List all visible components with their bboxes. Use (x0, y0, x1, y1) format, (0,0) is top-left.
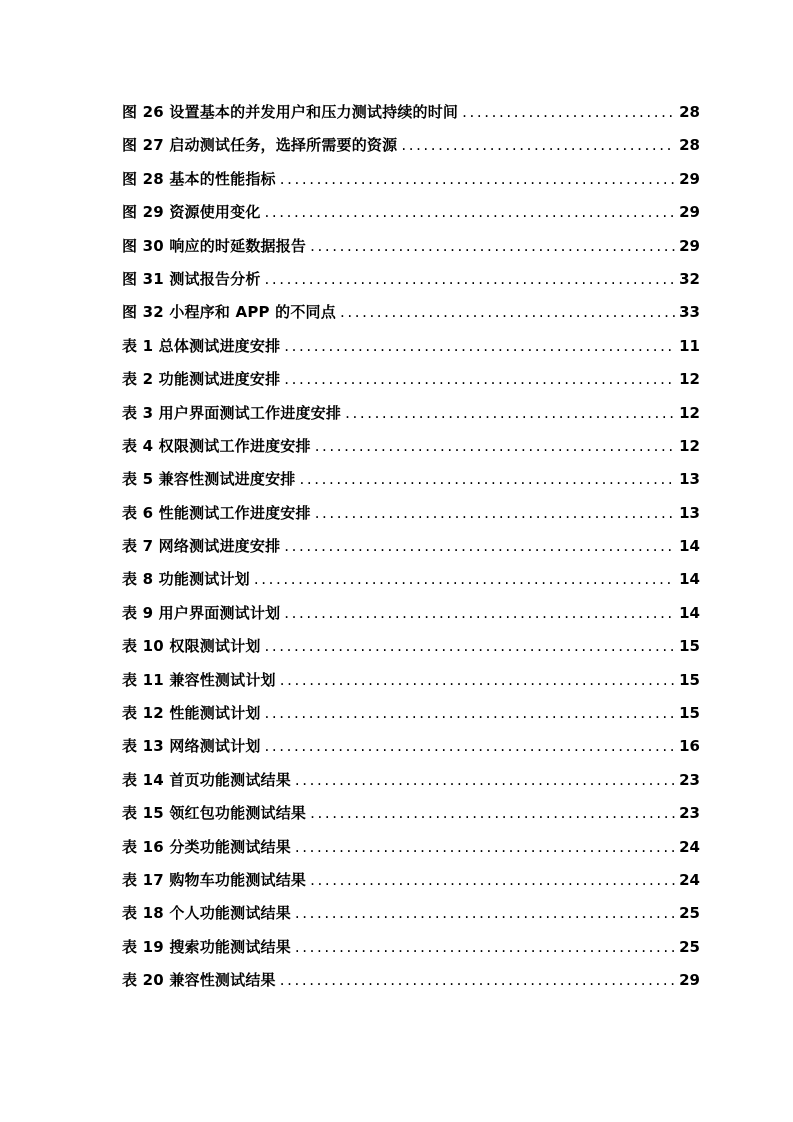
toc-entry-page-number: 29 (679, 203, 700, 222)
toc-entry-page-number: 15 (679, 637, 700, 656)
toc-entry[interactable] (122, 101, 700, 134)
toc-entry[interactable] (122, 902, 700, 935)
toc-entry[interactable] (122, 435, 700, 468)
toc-dot-leader (295, 938, 675, 956)
toc-dot-leader (284, 537, 675, 555)
toc-entry-page-number: 14 (679, 570, 700, 589)
toc-entry-title: 表 8 功能测试计划 (122, 570, 250, 589)
toc-entry[interactable] (122, 235, 700, 268)
toc-entry-title: 图 31 测试报告分析 (122, 269, 261, 288)
toc-dot-leader (280, 671, 675, 689)
toc-entry-title: 表 12 性能测试计划 (122, 704, 261, 723)
toc-entry[interactable] (122, 869, 700, 902)
toc-entry[interactable] (122, 802, 700, 835)
toc-entry-title: 图 28 基本的性能指标 (122, 169, 276, 188)
toc-entry-title: 图 30 响应的时延数据报告 (122, 236, 307, 255)
toc-entry[interactable] (122, 669, 700, 702)
toc-dot-leader (295, 838, 675, 856)
toc-entry-page-number: 14 (679, 603, 700, 622)
toc-entry-page-number: 29 (679, 236, 700, 255)
toc-entry-title: 表 14 首页功能测试结果 (122, 770, 291, 789)
toc-dot-leader (315, 504, 675, 522)
toc-entry-page-number: 28 (679, 136, 700, 155)
toc-entry-title: 表 15 领红包功能测试结果 (122, 804, 307, 823)
toc-entry-page-number: 14 (679, 537, 700, 556)
toc-entry-page-number: 15 (679, 704, 700, 723)
toc-entry[interactable] (122, 335, 700, 368)
toc-entry-title: 表 3 用户界面测试工作进度安排 (122, 403, 342, 422)
toc-entry[interactable] (122, 201, 700, 234)
toc-dot-leader (295, 904, 675, 922)
toc-entry-title: 图 32 小程序和 APP 的不同点 (122, 303, 336, 322)
toc-dot-leader (254, 570, 675, 588)
toc-entry-title: 表 13 网络测试计划 (122, 737, 261, 756)
toc-dot-leader (340, 303, 675, 321)
toc-dot-leader (284, 337, 675, 355)
toc-dot-leader (280, 170, 675, 188)
toc-entry[interactable] (122, 969, 700, 1002)
toc-entry-title: 表 11 兼容性测试计划 (122, 670, 276, 689)
toc-entry[interactable] (122, 936, 700, 969)
toc-entry[interactable] (122, 568, 700, 601)
table-of-figures-list (122, 101, 700, 1003)
toc-entry-page-number: 33 (679, 303, 700, 322)
toc-dot-leader (265, 203, 676, 221)
toc-dot-leader (295, 771, 675, 789)
toc-entry-page-number: 24 (679, 837, 700, 856)
toc-entry-page-number: 15 (679, 670, 700, 689)
toc-entry[interactable] (122, 836, 700, 869)
toc-dot-leader (284, 604, 675, 622)
toc-entry-page-number: 24 (679, 870, 700, 889)
toc-entry-page-number: 29 (679, 169, 700, 188)
toc-entry[interactable] (122, 735, 700, 768)
toc-entry-title: 图 29 资源使用变化 (122, 203, 261, 222)
toc-entry-page-number: 12 (679, 370, 700, 389)
toc-dot-leader (299, 470, 675, 488)
toc-entry-title: 表 18 个人功能测试结果 (122, 904, 291, 923)
toc-entry[interactable] (122, 134, 700, 167)
toc-entry-title: 表 9 用户界面测试计划 (122, 603, 281, 622)
toc-dot-leader (280, 971, 675, 989)
toc-entry-page-number: 28 (679, 103, 700, 121)
toc-entry-title: 表 4 权限测试工作进度安排 (122, 436, 311, 455)
toc-dot-leader (265, 704, 676, 722)
toc-entry-page-number: 32 (679, 269, 700, 288)
toc-entry-page-number: 13 (679, 503, 700, 522)
toc-entry-page-number: 11 (679, 336, 700, 355)
toc-entry-page-number: 23 (679, 804, 700, 823)
toc-dot-leader (265, 270, 676, 288)
toc-entry-title: 表 19 搜索功能测试结果 (122, 937, 291, 956)
toc-dot-leader (265, 737, 676, 755)
toc-dot-leader (310, 871, 675, 889)
toc-entry[interactable] (122, 535, 700, 568)
toc-entry-title: 表 7 网络测试进度安排 (122, 537, 281, 556)
toc-dot-leader (462, 103, 675, 121)
toc-dot-leader (401, 136, 675, 154)
toc-entry-title: 表 6 性能测试工作进度安排 (122, 503, 311, 522)
toc-entry[interactable] (122, 168, 700, 201)
toc-dot-leader (315, 437, 675, 455)
toc-entry-title: 表 5 兼容性测试进度安排 (122, 470, 296, 489)
toc-entry[interactable] (122, 301, 700, 334)
toc-dot-leader (310, 237, 675, 255)
toc-entry-page-number: 12 (679, 403, 700, 422)
toc-entry-page-number: 23 (679, 770, 700, 789)
toc-dot-leader (345, 404, 675, 422)
toc-entry-title: 表 2 功能测试进度安排 (122, 370, 281, 389)
toc-entry[interactable] (122, 402, 700, 435)
toc-entry[interactable] (122, 635, 700, 668)
toc-dot-leader (265, 637, 676, 655)
toc-entry-title: 表 1 总体测试进度安排 (122, 336, 281, 355)
toc-entry-page-number: 16 (679, 737, 700, 756)
toc-dot-leader (310, 804, 675, 822)
toc-entry-page-number: 29 (679, 971, 700, 990)
toc-entry-page-number: 25 (679, 904, 700, 923)
toc-entry-title: 表 20 兼容性测试结果 (122, 971, 276, 990)
toc-entry[interactable] (122, 702, 700, 735)
toc-entry-page-number: 12 (679, 436, 700, 455)
toc-entry[interactable] (122, 468, 700, 501)
toc-entry[interactable] (122, 769, 700, 802)
toc-entry[interactable] (122, 602, 700, 635)
toc-entry[interactable] (122, 268, 700, 301)
toc-entry[interactable] (122, 368, 700, 401)
toc-entry-page-number: 25 (679, 937, 700, 956)
toc-entry-title: 表 10 权限测试计划 (122, 637, 261, 656)
toc-dot-leader (284, 370, 675, 388)
toc-entry-title: 表 16 分类功能测试结果 (122, 837, 291, 856)
toc-entry[interactable] (122, 502, 700, 535)
toc-entry-title: 图 27 启动测试任务，选择所需要的资源 (122, 136, 398, 155)
toc-entry-title: 图 26 设置基本的并发用户和压力测试持续的时间 (122, 103, 459, 121)
toc-entry-page-number: 13 (679, 470, 700, 489)
toc-entry-title: 表 17 购物车功能测试结果 (122, 870, 307, 889)
